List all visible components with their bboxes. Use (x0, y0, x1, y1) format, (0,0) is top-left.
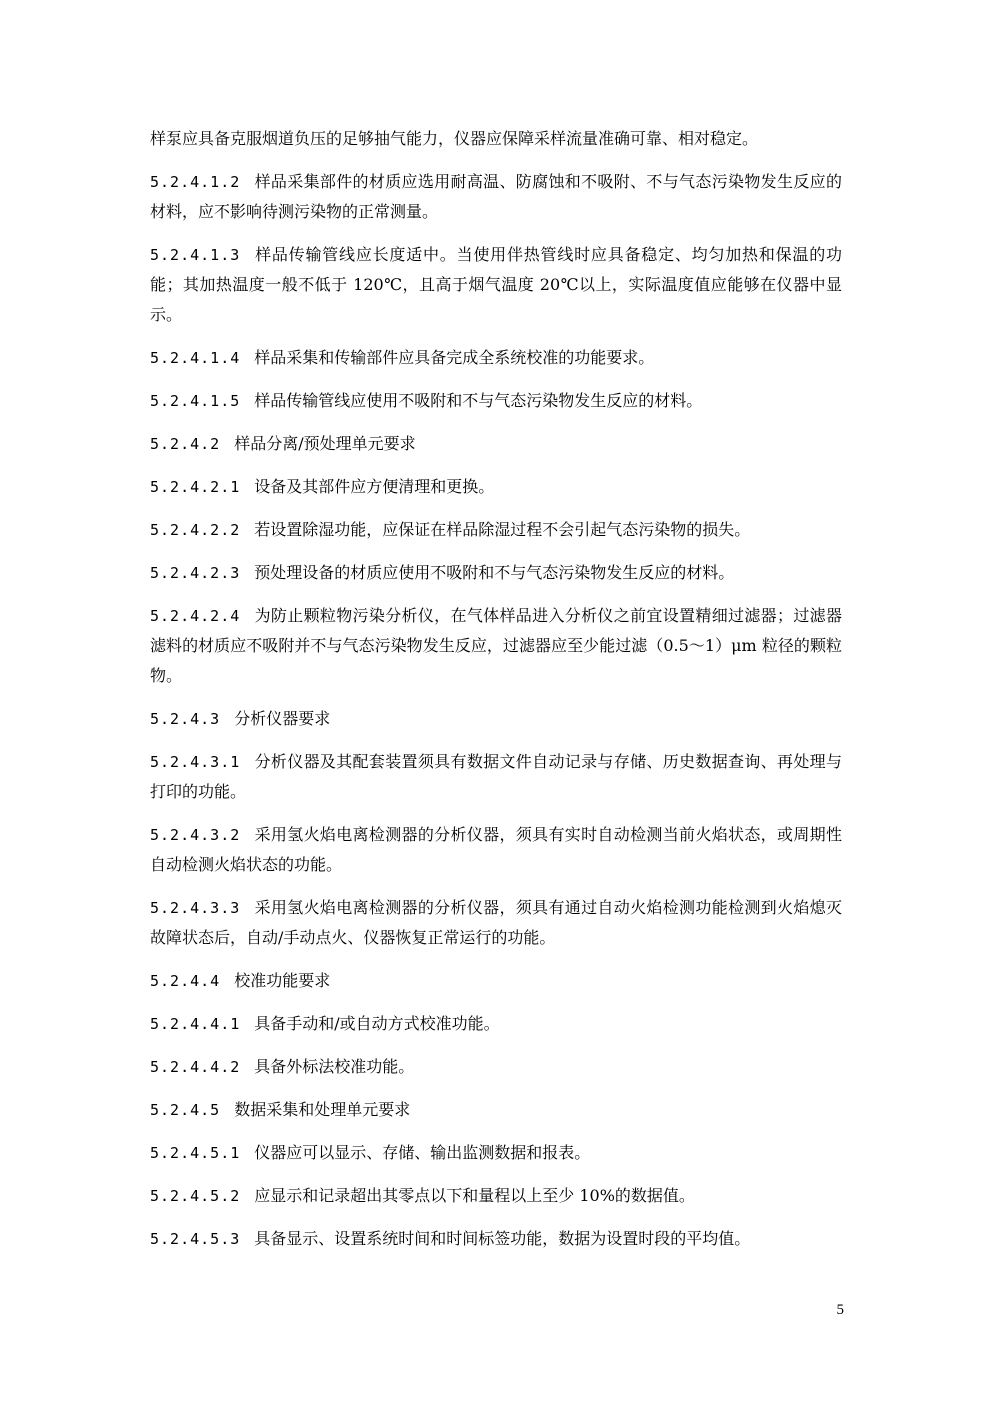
paragraph-text: 具备显示、设置系统时间和时间标签功能，数据为设置时段的平均值。 (254, 1229, 751, 1248)
page-number: 5 (836, 1302, 844, 1318)
heading-text: 样品分离/预处理单元要求 (234, 434, 416, 453)
paragraph-text: 样品传输管线应使用不吸附和不与气态污染物发生反应的材料。 (254, 391, 703, 410)
paragraph-text: 样品采集部件的材质应选用耐高温、防腐蚀和不吸附、不与气态污染物发生反应的材料，应不影响待测污染物的正常测量。 (150, 172, 842, 221)
document-body (150, 124, 842, 1267)
paragraph (150, 1009, 842, 1039)
paragraph-text: 预处理设备的材质应使用不吸附和不与气态污染物发生反应的材料。 (254, 563, 735, 582)
paragraph (150, 893, 842, 953)
paragraph-text: 为防止颗粒物污染分析仪，在气体样品进入分析仪之前宜设置精细过滤器；过滤器滤料的材质应不吸附并不与气态污染物发生反应，过滤器应至少能过滤（0.5～1）μm 粒径的颗粒物。 (150, 606, 842, 685)
section-number: 5.2.4.5 (150, 1101, 221, 1119)
section-number: 5.2.4.1.3 (150, 246, 241, 264)
paragraph-text: 分析仪器及其配套装置须具有数据文件自动记录与存储、历史数据查询、再处理与打印的功能。 (150, 752, 842, 801)
heading-text: 校准功能要求 (234, 971, 331, 990)
heading-text: 分析仪器要求 (234, 709, 331, 728)
section-heading (150, 1095, 842, 1125)
section-heading (150, 704, 842, 734)
paragraph-text: 仪器应可以显示、存储、输出监测数据和报表。 (254, 1143, 591, 1162)
paragraph (150, 558, 842, 588)
section-number: 5.2.4.3.2 (150, 826, 241, 844)
paragraph-text: 具备手动和/或自动方式校准功能。 (254, 1014, 500, 1033)
section-number: 5.2.4.1.5 (150, 392, 241, 410)
section-number: 5.2.4.1.4 (150, 349, 241, 367)
paragraph (150, 820, 842, 880)
paragraph-text: 样品传输管线应长度适中。当使用伴热管线时应具备稳定、均匀加热和保温的功能；其加热温度一般不低于 120℃，且高于烟气温度 20℃以上，实际温度值应能够在仪器中显示。 (150, 245, 842, 324)
section-number: 5.2.4.3 (150, 710, 221, 728)
section-number: 5.2.4.2.1 (150, 478, 241, 496)
section-number: 5.2.4.4.2 (150, 1058, 241, 1076)
paragraph (150, 124, 842, 154)
paragraph-text: 采用氢火焰电离检测器的分析仪器，须具有通过自动火焰检测功能检测到火焰熄灭故障状态后，自动/手动点火、仪器恢复正常运行的功能。 (150, 898, 842, 947)
heading-text: 数据采集和处理单元要求 (234, 1100, 411, 1119)
paragraph-text: 具备外标法校准功能。 (254, 1057, 415, 1076)
paragraph-text: 样品采集和传输部件应具备完成全系统校准的功能要求。 (254, 348, 655, 367)
paragraph-text: 采用氢火焰电离检测器的分析仪器，须具有实时自动检测当前火焰状态，或周期性自动检测火焰状态的功能。 (150, 825, 842, 874)
paragraph (150, 167, 842, 227)
section-number: 5.2.4.4 (150, 972, 221, 990)
paragraph-text: 样泵应具备克服烟道负压的足够抽气能力，仪器应保障采样流量准确可靠、相对稳定。 (150, 129, 759, 148)
section-heading (150, 429, 842, 459)
paragraph (150, 747, 842, 807)
paragraph-text: 若设置除湿功能，应保证在样品除湿过程不会引起气态污染物的损失。 (254, 520, 751, 539)
paragraph (150, 1224, 842, 1254)
section-number: 5.2.4.4.1 (150, 1015, 241, 1033)
paragraph (150, 472, 842, 502)
section-number: 5.2.4.5.2 (150, 1187, 241, 1205)
section-number: 5.2.4.1.2 (150, 173, 241, 191)
section-number: 5.2.4.2.4 (150, 607, 241, 625)
section-number: 5.2.4.5.3 (150, 1230, 241, 1248)
paragraph (150, 1052, 842, 1082)
paragraph (150, 240, 842, 330)
paragraph-text: 设备及其部件应方便清理和更换。 (254, 477, 495, 496)
paragraph (150, 601, 842, 691)
paragraph (150, 343, 842, 373)
paragraph (150, 515, 842, 545)
section-number: 5.2.4.5.1 (150, 1144, 241, 1162)
section-number: 5.2.4.2.2 (150, 521, 241, 539)
paragraph-text: 应显示和记录超出其零点以下和量程以上至少 10%的数据值。 (254, 1186, 695, 1205)
paragraph (150, 1138, 842, 1168)
section-number: 5.2.4.2 (150, 435, 221, 453)
section-number: 5.2.4.3.1 (150, 753, 241, 771)
section-heading (150, 966, 842, 996)
section-number: 5.2.4.3.3 (150, 899, 241, 917)
paragraph (150, 386, 842, 416)
section-number: 5.2.4.2.3 (150, 564, 241, 582)
paragraph (150, 1181, 842, 1211)
